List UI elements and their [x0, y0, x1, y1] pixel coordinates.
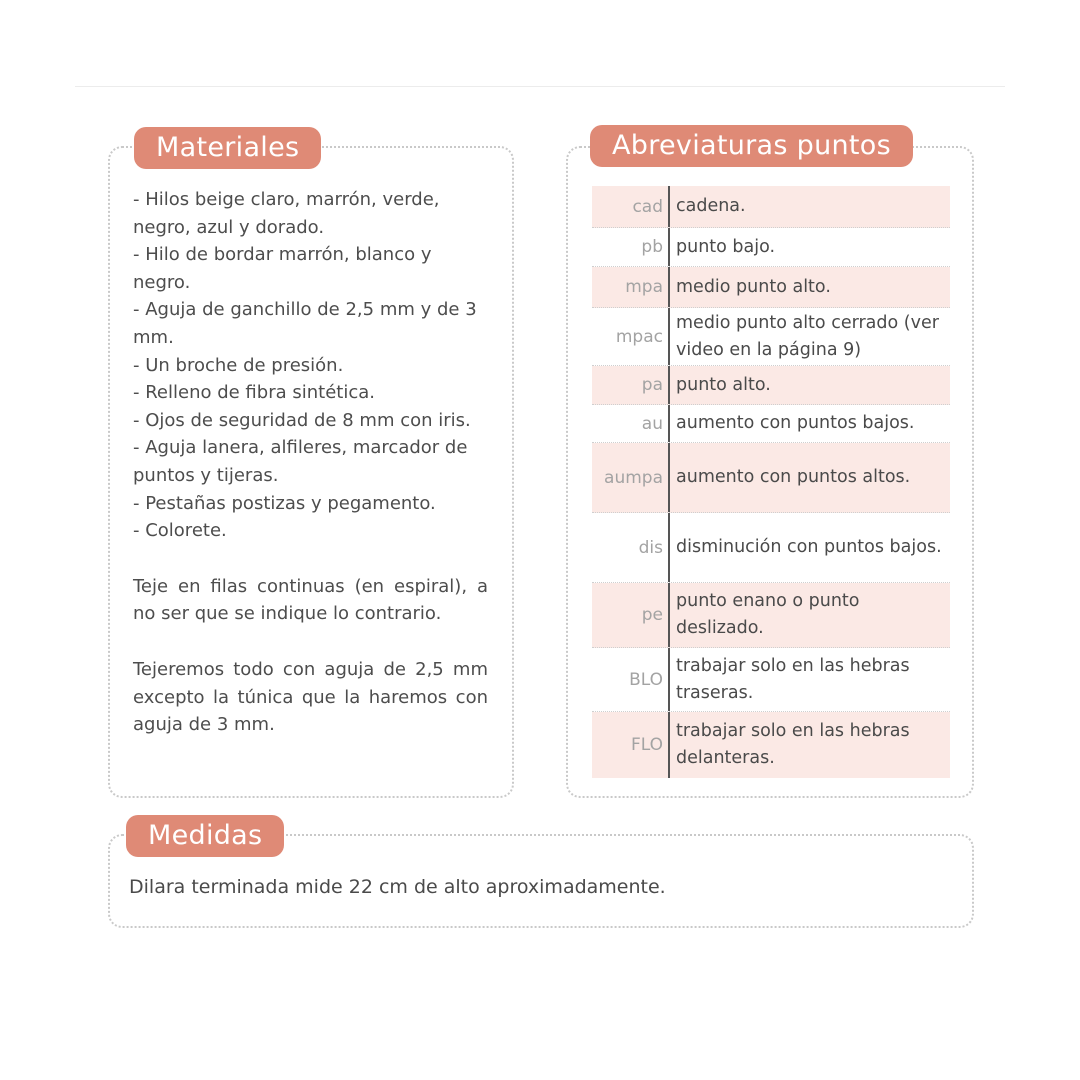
- meaning-cell: punto enano o punto deslizado.: [676, 591, 860, 638]
- abbr-cell: au: [592, 405, 670, 442]
- abbr-cell: cad: [592, 186, 670, 227]
- table-row: [592, 443, 950, 513]
- abbr-cell: pe: [592, 583, 670, 647]
- materiales-content: [133, 186, 488, 739]
- meaning-cell: aumento con puntos altos.: [676, 467, 911, 487]
- meaning-cell: aumento con puntos bajos.: [676, 413, 915, 433]
- table-row: [592, 308, 950, 366]
- table-row: [592, 186, 950, 228]
- table-row: [592, 513, 950, 583]
- abreviaturas-title: Abreviaturas puntos: [590, 125, 913, 167]
- top-divider: [75, 86, 1005, 87]
- meaning-cell: punto bajo.: [676, 236, 776, 257]
- meaning-cell: trabajar solo en las hebras traseras.: [676, 655, 910, 703]
- materiales-note-spiral: Teje en filas continuas (en espiral), a no ser que se indique lo contrario.: [133, 575, 488, 625]
- abbr-cell: BLO: [592, 648, 670, 711]
- materiales-item: - Ojos de seguridad de 8 mm con iris.: [133, 409, 471, 431]
- table-row: [592, 228, 950, 267]
- meaning-cell: trabajar solo en las hebras delanteras.: [676, 721, 910, 768]
- table-row: [592, 583, 950, 648]
- abbr-cell: dis: [592, 513, 670, 582]
- materiales-item: - Un broche de presión.: [133, 354, 344, 376]
- abbr-cell: aumpa: [592, 443, 670, 512]
- materiales-item: - Colorete.: [133, 520, 227, 542]
- meaning-cell: medio punto alto cerrado (ver video en la página 9): [676, 312, 939, 360]
- abbr-cell: FLO: [592, 712, 670, 778]
- meaning-cell: medio punto alto.: [676, 276, 831, 297]
- materiales-item: - Hilo de bordar marrón, blanco y negro.: [133, 244, 432, 293]
- abbr-cell: pa: [592, 366, 670, 404]
- meaning-cell: punto alto.: [676, 374, 771, 395]
- table-row: [592, 366, 950, 405]
- abreviaturas-table: [592, 186, 950, 778]
- meaning-cell: cadena.: [676, 196, 746, 216]
- table-row: [592, 405, 950, 443]
- abbr-cell: mpa: [592, 267, 670, 307]
- medidas-title: Medidas: [126, 815, 284, 857]
- table-row: [592, 267, 950, 308]
- meaning-cell: disminución con puntos bajos.: [676, 537, 942, 557]
- table-row: [592, 648, 950, 712]
- materiales-item: - Aguja lanera, alfileres, marcador de puntos y tijeras.: [133, 437, 468, 486]
- materiales-item: - Relleno de fibra sintética.: [133, 382, 375, 404]
- materiales-item: - Hilos beige claro, marrón, verde, negro, azul y dorado.: [133, 189, 440, 238]
- materiales-note-needle: Tejeremos todo con aguja de 2,5 mm excepto la túnica que la haremos con aguja de 3 mm.: [133, 658, 488, 736]
- materiales-item: - Aguja de ganchillo de 2,5 mm y de 3 mm.: [133, 299, 477, 348]
- abbr-cell: mpac: [592, 308, 670, 365]
- abbr-cell: pb: [592, 228, 670, 266]
- materiales-item: - Pestañas postizas y pegamento.: [133, 492, 436, 514]
- table-row: [592, 712, 950, 778]
- materiales-title: Materiales: [134, 127, 321, 169]
- medidas-text: Dilara terminada mide 22 cm de alto aproximadamente.: [129, 876, 666, 898]
